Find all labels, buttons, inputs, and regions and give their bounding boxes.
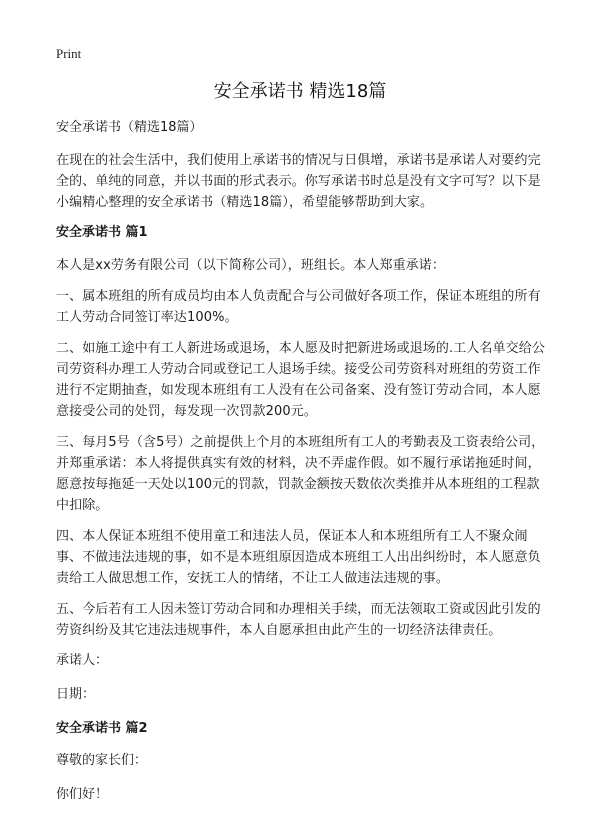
section-2-salutation: 尊敬的家长们：	[56, 753, 148, 768]
signer-label: 承诺人：	[56, 653, 109, 668]
pledge-item-4: 四、本人保证本班组不使用童工和违法人员，保证本人和本班组所有工人不聚众闹事、不做违法违规的事，如不是本班组原因造成本班组工人出出纠纷时，本人愿意负责给工人做思想工作，安抚工人的情绪，不让工人做违法违规的事。	[56, 529, 541, 586]
intro-paragraph: 在现在的社会生活中，我们使用上承诺书的情况与日俱增，承诺书是承诺人对要约完全的、单纯的同意，并以书面的形式表示。你写承诺书时总是没有文字可写？以下是小编精心整理的安全承诺书（精选18篇），希望能够帮助到大家。	[56, 153, 541, 210]
document-body	[56, 118, 552, 819]
section-2-heading: 安全承诺书 篇2	[56, 721, 148, 736]
section-1-opening: 本人是xx劳务有限公司（以下简称公司），班组长。本人郑重承诺：	[56, 258, 445, 273]
print-link[interactable]: Print	[56, 46, 82, 61]
section-2-greeting: 你们好！	[56, 787, 109, 802]
document-subtitle: 安全承诺书（精选18篇）	[56, 120, 203, 135]
section-1-heading: 安全承诺书 篇1	[56, 225, 148, 240]
pledge-item-2: 二、如施工途中有工人新进场或退场，本人愿及时把新进场或退场的.工人名单交给公司劳资科办理工人劳动合同或登记工人退场手续。接受公司劳资科对班组的劳资工作进行不定期抽查，如发现本班组有工人没有在公司备案、没有签订劳动合同，本人愿意接受公司的处罚，每发现一次罚款200元。	[56, 341, 545, 419]
page-title: 安全承诺书 精选18篇	[213, 81, 387, 102]
pledge-item-5: 五、今后若有工人因未签订劳动合同和办理相关手续，而无法领取工资或因此引发的劳资纠纷及其它违法违规事件，本人自愿承担由此产生的一切经济法律责任。	[56, 602, 541, 638]
pledge-item-1: 一、属本班组的所有成员均由本人负责配合与公司做好各项工作，保证本班组的所有工人劳动合同签订率达100%。	[56, 289, 541, 325]
pledge-item-3: 三、每月5号（含5号）之前提供上个月的本班组所有工人的考勤表及工资表给公司，并郑重承诺：本人将提供真实有效的材料，决不弄虚作假。如不履行承诺拖延时间，愿意按每拖延一天处以100元的罚款，罚款金额按天数依次类推并从本班组的工程款中扣除。	[56, 435, 545, 513]
date-label: 日期：	[56, 687, 96, 702]
